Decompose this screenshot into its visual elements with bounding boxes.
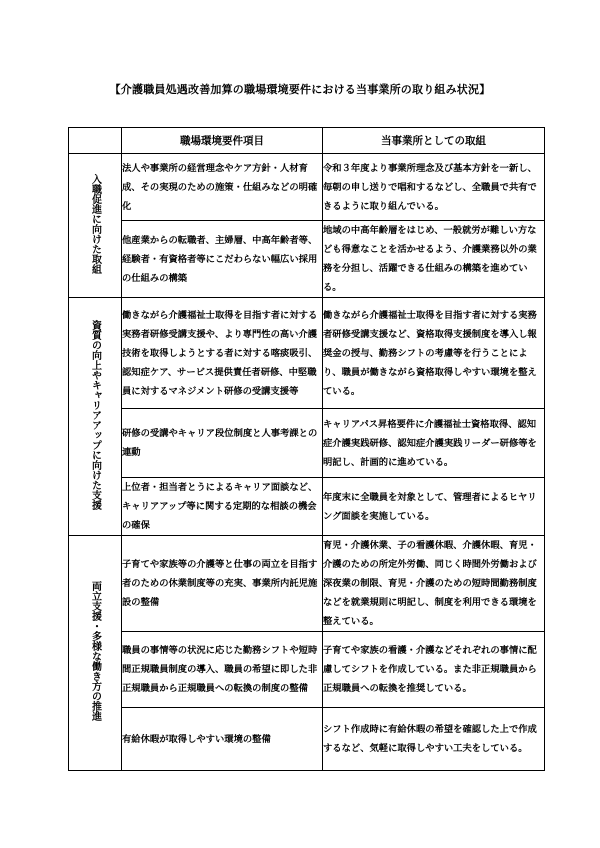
requirement-item-cell: 子育てや家族等の介護等と仕事の両立を目指す者のための休業制度等の充実、事業所内託児施設の整備 <box>122 536 323 632</box>
table-row <box>69 536 545 632</box>
category-label: 資質の向上やキャリアアップに向けた支援 <box>89 319 101 510</box>
office-effort-cell: 働きながら介護福祉士取得を目指す者に対する実務者研修受講支援など、資格取得支援制度を導入し報奨金の授与、勤務シフトの考慮等を行うことにより、職員が働きながら資格取得しやすい環境を整えている。 <box>323 298 545 409</box>
category-cell <box>69 536 122 771</box>
table-row <box>69 478 545 536</box>
requirement-item-cell: 働きながら介護福祉士取得を目指す者に対する実務者研修受講支援や、より専門性の高い介護技術を取得しようとする者に対する喀痰吸引、認知症ケア、サービス提供責任者研修、中堅職員に対するマネジメント研修の受講支援等 <box>122 298 323 409</box>
page-title: 【介護職員処遇改善加算の職場環境要件における当事業所の取り組み状況】 <box>109 83 491 96</box>
table-row <box>69 298 545 409</box>
office-effort-cell: キャリアパス昇格要件に介護福祉士資格取得、認知症介護実践研修、認知症介護実践リーダー研修等を明記し、計画的に進めている。 <box>323 409 545 478</box>
requirement-item-cell: 有給休暇が取得しやすい環境の整備 <box>122 708 323 771</box>
category-cell <box>69 298 122 536</box>
office-effort-cell: 子育てや家族の看護・介護などそれぞれの事情に配慮してシフトを作成している。また非正規職員から正規職員への転換を推奨している。 <box>323 632 545 708</box>
requirement-item-cell: 上位者・担当者とうによるキャリア面談など、キャリアアップ等に関する定期的な相談の機会の確保 <box>122 478 323 536</box>
requirement-item-cell: 法人や事業所の経営理念やケア方針・人材育成、その実現のための施策・仕組みなどの明確化 <box>122 154 323 221</box>
table-header-row <box>69 128 545 154</box>
category-cell <box>69 154 122 298</box>
header-category <box>69 128 122 154</box>
category-label: 両立支援・多様な働き方の推進 <box>89 581 101 721</box>
office-effort-cell: 令和３年度より事業所理念及び基本方針を一新し、毎朝の申し送りで唱和するなどし、全職員で共有できるように取り組んでいる。 <box>323 154 545 221</box>
office-effort-cell: シフト作成時に有給休暇の希望を確認した上で作成するなど、気軽に取得しやすい工夫をしている。 <box>323 708 545 771</box>
office-effort-cell: 年度末に全職員を対象として、管理者によるヒヤリング面談を実施している。 <box>323 478 545 536</box>
requirement-item-cell: 職員の事情等の状況に応じた勤務シフトや短時間正規職員制度の導入、職員の希望に即した非正規職員から正規職員への転換の制度の整備 <box>122 632 323 708</box>
header-office-effort: 当事業所としての取組 <box>323 128 545 154</box>
header-requirement-item: 職場環境要件項目 <box>122 128 323 154</box>
category-label: 入職促進に向けた取組 <box>89 173 101 274</box>
environment-requirements-table <box>68 127 545 771</box>
requirement-item-cell: 研修の受講やキャリア段位制度と人事考課との連動 <box>122 409 323 478</box>
table-row <box>69 632 545 708</box>
requirement-item-cell: 他産業からの転職者、主婦層、中高年齢者等、経験者・有資格者等にこだわらない幅広い採用の仕組みの構築 <box>122 221 323 298</box>
table-row <box>69 221 545 298</box>
table-row <box>69 409 545 478</box>
office-effort-cell: 育児・介護休業、子の看護休暇、介護休暇、育児・介護のための所定外労働、同じく時間外労働および深夜業の制限、育児・介護のための短時間勤務制度などを就業規則に明記し、制度を利用できる環境を整えている。 <box>323 536 545 632</box>
office-effort-cell: 地域の中高年齢層をはじめ、一般就労が難しい方なども得意なことを活かせるよう、介護業務以外の業務を分担し、活躍できる仕組みの構築を進めている。 <box>323 221 545 298</box>
table-row <box>69 708 545 771</box>
table-row <box>69 154 545 221</box>
